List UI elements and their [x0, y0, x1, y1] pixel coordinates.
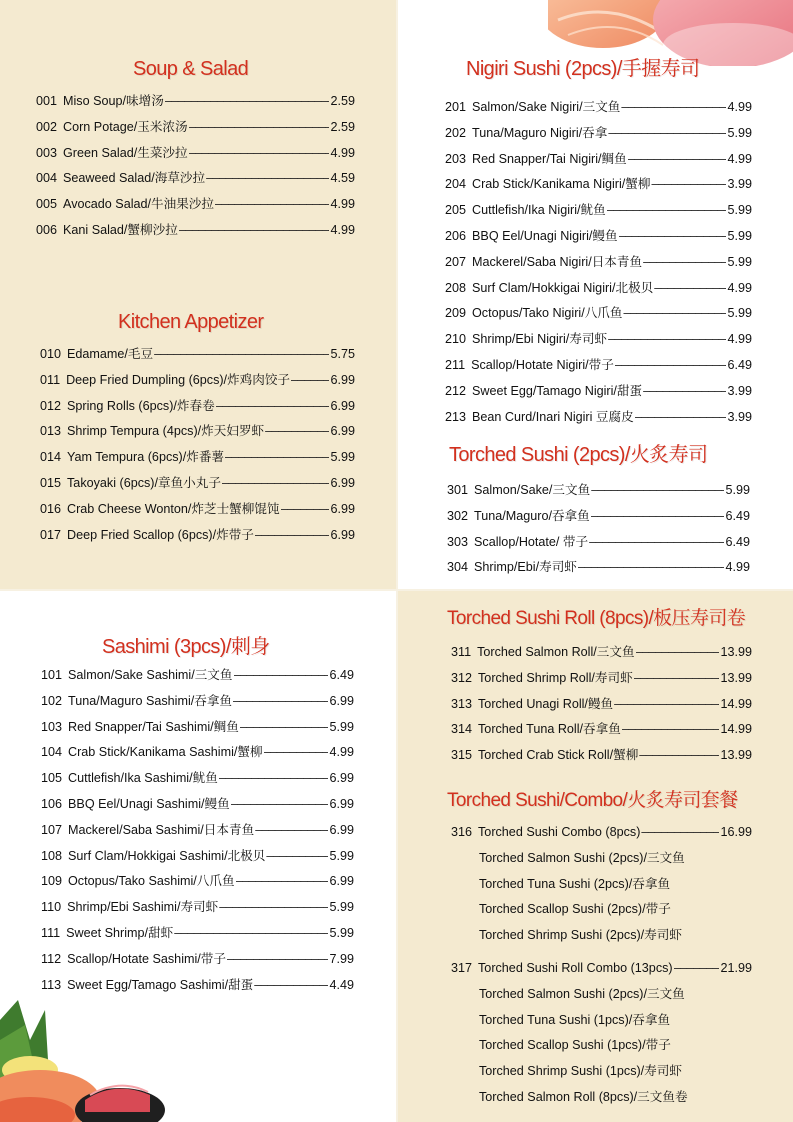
item-name: Scallop/Hotate Nigiri/带子 — [471, 357, 614, 372]
item-name: Deep Fried Scallop (6pcs)/炸带子 — [67, 527, 254, 542]
menu-item — [445, 405, 752, 431]
item-name: Tuna/Maguro Nigiri/吞拿 — [472, 125, 608, 140]
item-name: Red Snapper/Tai Nigiri/鲷鱼 — [472, 151, 627, 166]
dash-leader — [255, 523, 330, 549]
item-code: 211 — [445, 357, 466, 372]
item-price: 6.99 — [330, 424, 355, 439]
dash-leader — [614, 692, 719, 718]
item-price: 2.59 — [330, 119, 355, 134]
item-price: 4.49 — [329, 977, 354, 992]
item-code: 202 — [445, 125, 467, 140]
item-code: 315 — [451, 748, 473, 763]
dash-leader — [189, 141, 330, 167]
dash-leader — [634, 666, 720, 692]
menu-item — [41, 689, 354, 715]
item-code: 015 — [40, 475, 62, 490]
dash-leader — [219, 766, 329, 792]
item-code: 205 — [445, 203, 467, 218]
item-name: Kani Salad/蟹柳沙拉 — [63, 222, 178, 237]
menu-item — [445, 276, 752, 302]
item-code: 106 — [41, 796, 63, 811]
item-name: Torched Crab Stick Roll/蟹柳 — [478, 748, 639, 763]
item-name: Surf Clam/Hokkigai Sashimi/北极贝 — [68, 848, 266, 863]
dash-leader — [154, 342, 329, 368]
dash-leader — [615, 353, 727, 379]
dash-leader — [189, 115, 330, 141]
dash-leader — [623, 301, 726, 327]
item-name: BBQ Eel/Unagi Nigiri/鳗鱼 — [472, 228, 618, 243]
item-name: Shrimp/Ebi/寿司虾 — [474, 560, 577, 575]
item-code: 109 — [41, 874, 63, 889]
combo-item — [451, 820, 752, 846]
item-name: Deep Fried Dumpling (6pcs)/炸鸡肉饺子 — [66, 372, 291, 387]
item-code: 011 — [40, 372, 61, 387]
item-name: Edamame/毛豆 — [67, 347, 154, 361]
dash-leader — [639, 743, 719, 769]
menu-item — [445, 198, 752, 224]
dash-leader — [165, 89, 330, 115]
item-name: Surf Clam/Hokkigai Nigiri/北极贝 — [472, 280, 654, 295]
combo-price: 16.99 — [720, 825, 752, 839]
item-name: Red Snapper/Tai Sashimi/鲷鱼 — [68, 719, 239, 734]
menu-item — [445, 147, 752, 173]
combo-code: 316 — [451, 825, 473, 839]
item-price: 13.99 — [720, 748, 752, 763]
item-name: Sweet Shrimp/甜虾 — [66, 925, 174, 940]
item-price: 5.99 — [727, 125, 752, 140]
dash-leader — [215, 192, 330, 218]
item-price: 5.99 — [727, 254, 752, 269]
menu-item — [445, 379, 752, 405]
combo-include-item: Torched Tuna Sushi (2pcs)/吞拿鱼 — [479, 876, 671, 891]
menu-item — [445, 250, 752, 276]
item-price: 6.99 — [330, 475, 355, 490]
dash-leader — [254, 973, 328, 999]
menu-item — [40, 368, 355, 394]
menu-item — [41, 663, 354, 689]
dash-leader — [589, 530, 724, 556]
dash-leader — [635, 405, 727, 431]
dash-leader — [643, 379, 726, 405]
item-code: 203 — [445, 151, 467, 166]
torched-sushi-list — [447, 478, 750, 581]
item-name: Crab Cheese Wonton/炸芝士蟹柳馄饨 — [67, 501, 280, 516]
item-price: 6.49 — [725, 508, 750, 523]
item-name: Avocado Salad/牛油果沙拉 — [63, 197, 214, 212]
dash-leader — [225, 445, 329, 471]
item-name: Salmon/Sake Sashimi/三文鱼 — [68, 668, 233, 682]
menu-item — [445, 301, 752, 327]
item-name: Torched Tuna Roll/吞拿鱼 — [478, 722, 621, 737]
item-name: Shrimp Tempura (4pcs)/炸天妇罗虾 — [67, 424, 265, 439]
item-price: 4.99 — [727, 332, 752, 347]
menu-item — [40, 342, 355, 368]
item-price: 14.99 — [720, 696, 752, 711]
dash-leader — [234, 663, 329, 689]
menu-item — [451, 743, 752, 769]
menu-item — [447, 530, 750, 556]
dash-leader — [619, 224, 727, 250]
item-price: 5.99 — [329, 925, 354, 940]
dash-leader — [231, 792, 329, 818]
item-name: Mackerel/Saba Nigiri/日本青鱼 — [472, 254, 643, 269]
menu-item — [41, 844, 354, 870]
combo-include-item: Torched Scallop Sushi (2pcs)/带子 — [479, 902, 671, 917]
dash-leader — [281, 497, 330, 523]
item-name: Shrimp/Ebi Nigiri/寿司虾 — [472, 332, 608, 347]
item-name: Spring Rolls (6pcs)/炸春卷 — [67, 398, 215, 413]
sashimi-heading: Sashimi (3pcs)/刺身 — [102, 636, 270, 658]
item-price: 6.99 — [329, 822, 354, 837]
menu-item — [36, 192, 355, 218]
item-name: Salmon/Sake Nigiri/三文鱼 — [472, 100, 621, 114]
nigiri-list — [445, 95, 752, 430]
item-price: 6.99 — [329, 693, 354, 708]
item-name: Sweet Egg/Tamago Nigiri/甜蛋 — [472, 383, 643, 398]
combo-include-item: Torched Salmon Roll (8pcs)/三文鱼卷 — [479, 1089, 688, 1104]
combo-code: 317 — [451, 960, 473, 975]
torched-roll-heading: Torched Sushi Roll (8pcs)/板压寿司卷 — [447, 608, 746, 629]
item-code: 001 — [36, 94, 58, 108]
sashimi-photo-icon — [0, 1000, 170, 1122]
item-name: Scallop/Hotate Sashimi/带子 — [67, 951, 226, 966]
item-price: 4.99 — [727, 100, 752, 114]
dash-leader — [264, 740, 329, 766]
item-price: 6.49 — [725, 534, 750, 549]
menu-item — [41, 921, 354, 947]
item-name: Crab Stick/Kanikama Nigiri/蟹柳 — [472, 177, 651, 192]
dash-leader — [233, 689, 328, 715]
item-name: Tuna/Maguro Sashimi/吞拿鱼 — [68, 693, 233, 708]
item-price: 3.99 — [727, 177, 752, 192]
dash-leader — [216, 394, 330, 420]
item-code: 304 — [447, 560, 469, 575]
item-name: Scallop/Hotate/ 带子 — [474, 534, 589, 549]
dash-leader — [227, 947, 329, 973]
item-price: 2.59 — [330, 94, 355, 108]
menu-item — [41, 766, 354, 792]
item-name: Miso Soup/味增汤 — [63, 94, 164, 108]
item-name: Bean Curd/Inari Nigiri 豆腐皮 — [472, 409, 634, 424]
item-price: 6.99 — [330, 527, 355, 542]
item-price: 4.99 — [727, 280, 752, 295]
menu-item — [40, 394, 355, 420]
menu-item — [447, 478, 750, 504]
item-price: 5.99 — [725, 483, 750, 497]
menu-item — [40, 497, 355, 523]
dash-leader — [206, 166, 329, 192]
dash-leader — [636, 640, 720, 666]
menu-item — [445, 327, 752, 353]
item-code: 107 — [41, 822, 63, 837]
item-code: 209 — [445, 306, 467, 321]
item-code: 208 — [445, 280, 467, 295]
menu-item — [36, 89, 355, 115]
sashimi-list — [41, 663, 354, 998]
dash-leader — [654, 276, 726, 302]
dash-leader — [265, 419, 329, 445]
item-name: Cuttlefish/Ika Nigiri/鱿鱼 — [472, 203, 606, 218]
item-price: 7.99 — [329, 951, 354, 966]
menu-item — [40, 471, 355, 497]
menu-item — [41, 740, 354, 766]
combo-name: Torched Sushi Roll Combo (13pcs) — [478, 960, 673, 975]
item-code: 314 — [451, 722, 473, 737]
menu-item — [451, 640, 752, 666]
item-price: 4.99 — [329, 745, 354, 760]
item-price: 6.99 — [330, 372, 355, 387]
item-name: Torched Salmon Roll/三文鱼 — [477, 645, 635, 659]
item-price: 6.49 — [329, 668, 354, 682]
menu-item — [451, 692, 752, 718]
item-code: 003 — [36, 145, 58, 160]
item-price: 14.99 — [720, 722, 752, 737]
item-price: 4.99 — [727, 151, 752, 166]
item-name: BBQ Eel/Unagi Sashimi/鳗鱼 — [68, 796, 230, 811]
item-name: Seaweed Salad/海草沙拉 — [63, 171, 206, 186]
combo-include-item: Torched Tuna Sushi (1pcs)/吞拿鱼 — [479, 1012, 671, 1027]
item-code: 210 — [445, 332, 467, 347]
menu-item — [447, 555, 750, 581]
item-price: 4.99 — [330, 222, 355, 237]
combo-include-item: Torched Shrimp Sushi (2pcs)/寿司虾 — [479, 928, 682, 943]
menu-item — [40, 523, 355, 549]
menu-item — [445, 224, 752, 250]
combo-name: Torched Sushi Combo (8pcs) — [478, 825, 641, 839]
menu-item — [41, 895, 354, 921]
item-name: Mackerel/Saba Sashimi/日本青鱼 — [68, 822, 255, 837]
combo-include-item: Torched Salmon Sushi (2pcs)/三文鱼 — [479, 986, 685, 1001]
combo-include-item: Torched Shrimp Sushi (1pcs)/寿司虾 — [479, 1064, 682, 1079]
dash-leader — [621, 95, 726, 121]
item-code: 302 — [447, 508, 469, 523]
divider-vertical — [396, 0, 398, 1122]
item-code: 102 — [41, 693, 63, 708]
combo-item — [451, 956, 752, 982]
dash-leader — [591, 504, 725, 530]
item-code: 311 — [451, 645, 472, 659]
dash-leader — [622, 717, 720, 743]
item-code: 101 — [41, 668, 63, 682]
combo-include-item: Torched Salmon Sushi (2pcs)/三文鱼 — [479, 850, 685, 865]
dash-leader — [255, 818, 328, 844]
item-code: 002 — [36, 119, 58, 134]
menu-item — [445, 95, 752, 121]
item-code: 213 — [445, 409, 467, 424]
menu-item — [36, 166, 355, 192]
item-name: Sweet Egg/Tamago Sashimi/甜蛋 — [67, 977, 254, 992]
item-code: 012 — [40, 398, 62, 413]
menu-item — [41, 973, 354, 999]
item-price: 6.99 — [330, 398, 355, 413]
item-name: Octopus/Tako Sashimi/八爪鱼 — [68, 874, 235, 889]
dash-leader — [643, 250, 726, 276]
dash-leader — [608, 327, 726, 353]
menu-item — [40, 419, 355, 445]
dash-leader — [222, 471, 330, 497]
dash-leader — [266, 844, 328, 870]
menu-item — [445, 121, 752, 147]
dash-leader — [236, 869, 329, 895]
menu-item — [41, 869, 354, 895]
menu-item — [36, 218, 355, 244]
item-name: Shrimp/Ebi Sashimi/寿司虾 — [67, 900, 219, 915]
item-price: 5.99 — [329, 848, 354, 863]
item-name: Salmon/Sake/三文鱼 — [474, 483, 591, 497]
dash-leader — [628, 147, 727, 173]
menu-item — [41, 715, 354, 741]
combo-price: 21.99 — [720, 960, 752, 975]
item-code: 303 — [447, 534, 469, 549]
item-price: 13.99 — [720, 670, 752, 685]
item-price: 5.75 — [330, 347, 355, 361]
item-price: 5.99 — [727, 203, 752, 218]
item-code: 206 — [445, 228, 467, 243]
item-code: 017 — [40, 527, 62, 542]
dash-leader — [219, 895, 328, 921]
dash-leader — [240, 715, 329, 741]
kitchen-appetizer-list — [40, 342, 355, 548]
item-code: 207 — [445, 254, 467, 269]
menu-item — [447, 504, 750, 530]
dash-leader — [291, 368, 329, 394]
item-code: 108 — [41, 848, 63, 863]
dash-leader — [674, 956, 720, 982]
item-name: Crab Stick/Kanikama Sashimi/蟹柳 — [68, 745, 263, 760]
item-price: 6.49 — [727, 357, 752, 372]
dash-leader — [651, 172, 726, 198]
item-code: 105 — [41, 771, 63, 786]
menu-item — [36, 115, 355, 141]
torched-sushi-heading: Torched Sushi (2pcs)/火炙寿司 — [449, 444, 708, 466]
torched-combo-heading: Torched Sushi/Combo/火炙寿司套餐 — [447, 790, 738, 811]
menu-item — [41, 792, 354, 818]
menu-item — [445, 353, 752, 379]
item-name: Torched Unagi Roll/鳗鱼 — [478, 696, 614, 711]
soup-salad-list — [36, 89, 355, 244]
item-name: Torched Shrimp Roll/寿司虾 — [478, 670, 633, 685]
item-code: 312 — [451, 670, 473, 685]
item-price: 5.99 — [727, 228, 752, 243]
soup-salad-heading: Soup & Salad — [133, 58, 249, 80]
menu-item — [451, 666, 752, 692]
item-name: Cuttlefish/Ika Sashimi/鱿鱼 — [68, 771, 218, 786]
item-price: 13.99 — [720, 645, 752, 659]
dash-leader — [179, 218, 330, 244]
dash-leader — [607, 198, 727, 224]
item-code: 006 — [36, 222, 58, 237]
item-code: 005 — [36, 197, 58, 212]
kitchen-appetizer-heading: Kitchen Appetizer — [118, 311, 264, 333]
menu-item — [41, 818, 354, 844]
nigiri-heading: Nigiri Sushi (2pcs)/手握寿司 — [466, 58, 700, 80]
item-code: 111 — [41, 925, 61, 940]
item-price: 4.99 — [330, 145, 355, 160]
item-name: Takoyaki (6pcs)/章鱼小丸子 — [67, 475, 221, 490]
divider-horizontal — [0, 589, 793, 591]
item-price: 5.99 — [329, 719, 354, 734]
item-name: Corn Potage/玉米浓汤 — [63, 119, 188, 134]
item-price: 5.99 — [727, 306, 752, 321]
item-code: 201 — [445, 100, 467, 114]
item-code: 113 — [41, 977, 62, 992]
menu-item — [36, 141, 355, 167]
item-code: 010 — [40, 347, 62, 361]
item-price: 6.99 — [329, 874, 354, 889]
menu-item — [41, 947, 354, 973]
item-price: 4.99 — [330, 197, 355, 212]
torched-roll-list — [451, 640, 752, 769]
menu-item — [451, 717, 752, 743]
item-code: 013 — [40, 424, 62, 439]
combo-include-item: Torched Scallop Sushi (1pcs)/带子 — [479, 1038, 671, 1053]
item-price: 4.59 — [330, 171, 355, 186]
item-code: 204 — [445, 177, 467, 192]
menu-item — [40, 445, 355, 471]
item-price: 6.99 — [330, 501, 355, 516]
item-code: 301 — [447, 483, 469, 497]
item-name: Tuna/Maguro/吞拿鱼 — [474, 508, 590, 523]
item-name: Yam Tempura (6pcs)/炸番薯 — [67, 450, 225, 465]
item-price: 3.99 — [727, 409, 752, 424]
dash-leader — [591, 478, 724, 504]
item-price: 5.99 — [330, 450, 355, 465]
item-code: 014 — [40, 450, 62, 465]
item-price: 4.99 — [725, 560, 750, 575]
menu-item — [445, 172, 752, 198]
item-price: 3.99 — [727, 383, 752, 398]
item-code: 016 — [40, 501, 62, 516]
item-code: 110 — [41, 900, 62, 915]
item-price: 5.99 — [329, 900, 354, 915]
item-code: 112 — [41, 951, 62, 966]
item-code: 212 — [445, 383, 467, 398]
dash-leader — [608, 121, 726, 147]
torched-combo-list — [451, 820, 752, 1111]
dash-leader — [641, 820, 719, 846]
item-code: 103 — [41, 719, 63, 734]
dash-leader — [578, 555, 725, 581]
dash-leader — [174, 921, 328, 947]
item-code: 104 — [41, 745, 63, 760]
item-code: 313 — [451, 696, 473, 711]
item-name: Octopus/Tako Nigiri/八爪鱼 — [472, 306, 623, 321]
item-price: 6.99 — [329, 796, 354, 811]
item-price: 6.99 — [329, 771, 354, 786]
item-code: 004 — [36, 171, 58, 186]
item-name: Green Salad/生菜沙拉 — [63, 145, 188, 160]
